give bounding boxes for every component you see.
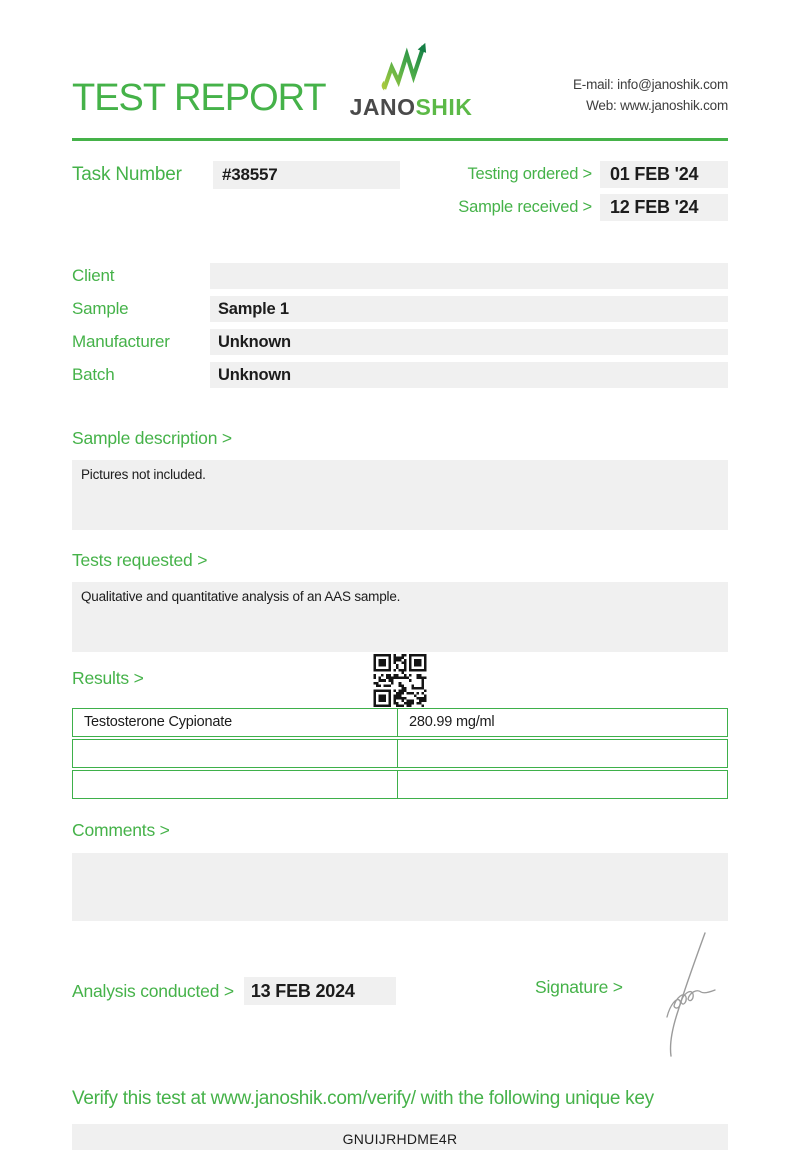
substance-cell: Testosterone Cypionate (73, 709, 398, 736)
sample-label: Sample (72, 299, 129, 318)
client-value (210, 263, 728, 289)
results-section-header (72, 652, 728, 704)
email-value: info@janoshik.com (617, 76, 728, 92)
signature-label: Signature > (535, 977, 623, 997)
task-number-label: Task Number (72, 164, 182, 185)
web-line (488, 95, 728, 117)
substance-cell (73, 771, 398, 798)
sample-value: Sample 1 (210, 296, 728, 322)
verify-instruction: Verify this test at www.janoshik.com/verify/ with the following unique key (72, 1088, 654, 1109)
tests-requested-section (72, 550, 728, 652)
task-number-value: #38557 (213, 161, 400, 189)
comments-content (72, 853, 728, 921)
analysis-signature-row (72, 977, 728, 1005)
sample-description-content: Pictures not included. (72, 460, 728, 530)
qr-code (374, 654, 427, 707)
janoshik-logo (334, 42, 488, 119)
sample-description-label: Sample description > (72, 428, 232, 448)
sample-info-fields (72, 263, 728, 388)
table-row (72, 739, 728, 768)
amount-cell: 280.99 mg/ml (409, 714, 495, 730)
signature-handwriting (643, 929, 723, 1059)
logo-part-shik: SHIK (415, 94, 473, 120)
testing-ordered-label: Testing ordered > (467, 165, 592, 183)
sample-description-section (72, 428, 728, 530)
sample-received-row (458, 194, 728, 221)
page-title: TEST REPORT (72, 77, 326, 119)
logo-wordmark (350, 96, 473, 119)
tests-requested-label: Tests requested > (72, 550, 208, 570)
comments-label: Comments > (72, 820, 170, 840)
sample-received-value: 12 FEB '24 (600, 194, 728, 221)
manufacturer-value: Unknown (210, 329, 728, 355)
analysis-conducted-value: 13 FEB 2024 (244, 977, 396, 1005)
field-row-client (72, 263, 728, 289)
email-line (488, 74, 728, 96)
header (72, 42, 728, 119)
tests-requested-content: Qualitative and quantitative analysis of an AAS sample. (72, 582, 728, 652)
unique-key: GNUIJRHDME4R (72, 1124, 728, 1150)
amount-cell (398, 740, 727, 767)
table-row (72, 770, 728, 799)
web-label: Web: (586, 98, 617, 114)
email-label: E-mail: (572, 76, 614, 92)
amount-cell (398, 771, 727, 798)
testing-ordered-value: 01 FEB '24 (600, 161, 728, 188)
results-table (72, 708, 728, 799)
task-section (72, 161, 728, 221)
field-row-manufacturer (72, 329, 728, 355)
batch-label: Batch (72, 365, 115, 384)
substance-cell (73, 740, 398, 767)
contact-info (488, 74, 728, 119)
header-divider (72, 138, 728, 141)
batch-value: Unknown (210, 362, 728, 388)
manufacturer-label: Manufacturer (72, 332, 170, 351)
comments-section (72, 820, 728, 921)
logo-part-jano: JANO (349, 94, 416, 120)
field-row-batch (72, 362, 728, 388)
client-label: Client (72, 266, 115, 285)
field-row-sample (72, 296, 728, 322)
analysis-conducted-label: Analysis conducted > (72, 980, 234, 1001)
growth-chart-icon (372, 42, 450, 94)
sample-received-label: Sample received > (458, 198, 592, 216)
results-label: Results > (72, 667, 144, 688)
table-row (72, 708, 728, 737)
testing-ordered-row (458, 161, 728, 188)
web-value: www.janoshik.com (620, 98, 728, 114)
